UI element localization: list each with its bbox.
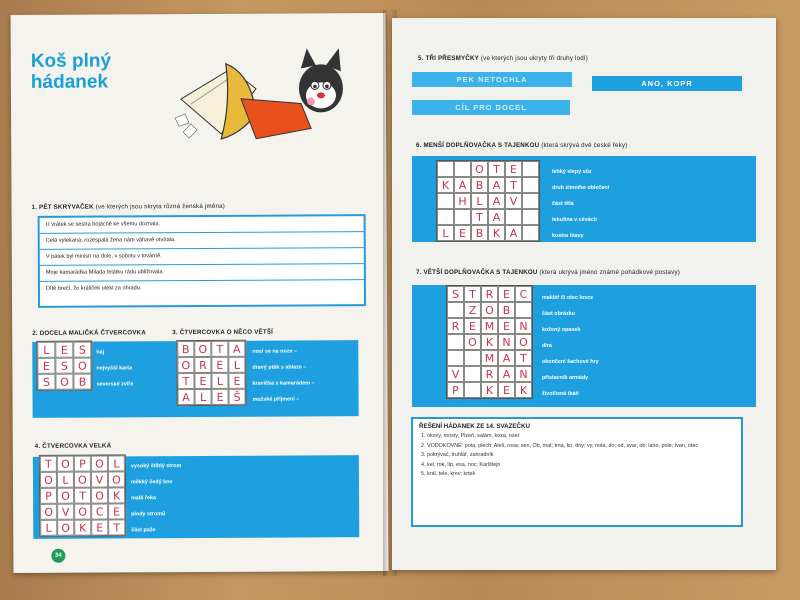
grid-cell[interactable]: V (447, 366, 464, 382)
clue: měkký šedý kov (130, 479, 173, 486)
grid-cell[interactable]: L (40, 520, 57, 536)
grid-cell[interactable] (437, 209, 454, 225)
grid-cell[interactable]: C (91, 503, 108, 519)
grid-cell[interactable]: O (471, 161, 488, 177)
title-line-1: Koš plný (30, 50, 112, 72)
grid-cell[interactable]: O (57, 520, 74, 536)
grid-cell[interactable]: O (177, 357, 194, 373)
clue: díra (542, 343, 552, 349)
grid-cell[interactable]: O (108, 471, 125, 487)
grid-cell[interactable]: V (505, 193, 522, 209)
grid-cell[interactable]: E (212, 389, 229, 405)
grid-cell[interactable]: O (464, 334, 481, 350)
solution-item: 3. pokrývač, truhlář, zahradník (421, 452, 494, 458)
grid-cell[interactable]: E (498, 286, 515, 302)
grid-cell[interactable]: A (228, 341, 245, 357)
section-6-heading: 6. MENŠÍ DOPLŇOVAČKA S TAJENKOU (která skrývá dvě české řeky) (416, 142, 628, 149)
clue: nosí se na noze – (252, 348, 297, 355)
grid-cell[interactable]: K (437, 177, 454, 193)
grid-cell[interactable] (447, 334, 464, 350)
clue: kostra hlavy (552, 233, 584, 239)
grid-cell[interactable]: Z (464, 302, 481, 318)
grid-cell[interactable]: E (498, 318, 515, 334)
grid-cell[interactable]: B (471, 177, 488, 193)
grid-cell[interactable]: E (108, 503, 125, 519)
grid-cell[interactable]: T (211, 341, 228, 357)
square-grid-small (36, 341, 92, 391)
grid-cell[interactable]: N (498, 334, 515, 350)
clue: druh zimního oblečení (552, 185, 610, 191)
riddle-line: Dítě brečí, že králíček utekl za ohradu. (45, 285, 142, 292)
clue: severské zvíře (96, 381, 134, 388)
grid-cell[interactable]: O (91, 455, 108, 471)
grid-cell[interactable]: K (108, 487, 125, 503)
clue: plody stromů (131, 511, 166, 518)
clues-2 (96, 344, 133, 392)
grid-cell[interactable]: L (108, 455, 125, 471)
grid-cell[interactable] (464, 382, 481, 398)
clues-3 (252, 343, 314, 407)
grid-cell[interactable]: E (228, 373, 245, 389)
section-7-heading: 7. VĚTŠÍ DOPLŇOVAČKA S TAJENKOU (která ukrývá jméno známé pohádkové postavy) (416, 269, 681, 276)
grid-cell[interactable]: R (447, 318, 464, 334)
grid-cell[interactable] (464, 350, 481, 366)
grid-cell[interactable]: T (40, 456, 57, 472)
clue: malá řeka (131, 495, 156, 502)
grid-cell[interactable]: P (40, 488, 57, 504)
grid-cell[interactable]: B (471, 225, 488, 241)
grid-cell[interactable]: E (55, 342, 73, 358)
grid-cell[interactable]: M (481, 350, 498, 366)
clue: makléř či otec lovce (542, 295, 594, 301)
grid-cell[interactable]: A (498, 366, 515, 382)
fill-in-grid-large (446, 285, 533, 399)
riddle-line: V pátek byl ministr na dole, v sobotu v továrně. (40, 248, 364, 266)
grid-cell[interactable]: Š (229, 389, 246, 405)
grid-cell[interactable]: O (73, 358, 91, 374)
grid-cell[interactable]: T (74, 488, 91, 504)
clue: lehký slepý vůz (552, 169, 592, 175)
riddles-box (38, 214, 366, 308)
grid-cell[interactable]: T (464, 286, 481, 302)
section-3-heading: 3. ČTVERCOVKA O NĚCO VĚTŠÍ (172, 328, 274, 337)
anagram-2: ANO, KOPR (592, 76, 742, 91)
grid-cell[interactable]: T (505, 177, 522, 193)
clue: okončení šachové hry (542, 359, 599, 365)
grid-cell[interactable] (437, 161, 454, 177)
clue: nejvyšší karta (96, 365, 133, 372)
grid-cell[interactable]: O (515, 334, 532, 350)
page-title (31, 50, 111, 92)
grid-cell[interactable]: O (40, 504, 57, 520)
solutions-box (411, 417, 743, 527)
grid-cell[interactable]: R (194, 357, 211, 373)
grid-cell[interactable] (464, 366, 481, 382)
grid-cell[interactable]: A (488, 177, 505, 193)
riddle-line: Moje kamarádka Milada telátku rádu ubližovala. (40, 264, 364, 282)
grid-cell[interactable]: K (488, 225, 505, 241)
grid-cell[interactable]: A (178, 389, 195, 405)
grid-cell[interactable]: L (195, 389, 212, 405)
grid-cell[interactable]: L (437, 225, 454, 241)
grid-cell[interactable]: T (108, 519, 125, 535)
grid-cell[interactable] (522, 193, 539, 209)
grid-cell[interactable]: O (57, 456, 74, 472)
fill-in-grid-small (436, 160, 540, 242)
grid-cell[interactable]: T (488, 161, 505, 177)
clue: část těla (552, 201, 574, 207)
grid-cell[interactable] (522, 161, 539, 177)
grid-cell[interactable]: S (37, 374, 55, 390)
section-2-heading: 2. DOCELA MALIČKÁ ČTVERCOVKA (32, 329, 146, 337)
grid-cell[interactable]: T (177, 373, 194, 389)
grid-cell[interactable]: O (194, 341, 211, 357)
grid-cell[interactable]: E (37, 358, 55, 374)
clue: kravička s kamarádem – (252, 380, 315, 387)
grid-cell[interactable]: A (505, 225, 522, 241)
grid-cell[interactable]: A (488, 193, 505, 209)
grid-cell[interactable] (437, 193, 454, 209)
section-4-heading: 4. ČTVERCOVKA VELKÁ (34, 442, 112, 450)
grid-cell[interactable]: H (454, 193, 471, 209)
clue: živočisná tkáň (542, 391, 579, 397)
clue: část paže (131, 527, 156, 534)
riddle-line: Celá vytekaná, rozespalá žena nám váhavě otvírala. (40, 232, 364, 250)
grid-cell[interactable] (522, 177, 539, 193)
anagram-1: PEK NETOCHLA (412, 72, 572, 87)
grid-cell[interactable]: K (515, 382, 532, 398)
solution-item: 5. král, tele, krev; krtek (421, 471, 476, 477)
grid-cell[interactable]: B (498, 302, 515, 318)
grid-cell[interactable]: A (488, 209, 505, 225)
grid-cell[interactable]: E (498, 382, 515, 398)
grid-cell[interactable]: P (447, 382, 464, 398)
clues-4 (131, 458, 182, 538)
grid-cell[interactable] (505, 209, 522, 225)
grid-cell[interactable]: L (37, 342, 55, 358)
solutions-title: ŘEŠENÍ HÁDANEK ZE 14. SVAZEČKU (419, 423, 530, 430)
grid-cell[interactable]: E (454, 225, 471, 241)
page-number-badge: 34 (51, 549, 65, 563)
square-grid-large (39, 454, 126, 536)
grid-cell[interactable]: O (74, 472, 91, 488)
grid-cell[interactable]: O (481, 302, 498, 318)
grid-cell[interactable] (515, 302, 532, 318)
grid-cell[interactable]: L (211, 373, 228, 389)
grid-cell[interactable]: A (498, 350, 515, 366)
square-grid-medium (176, 340, 246, 406)
grid-cell[interactable]: S (73, 342, 91, 358)
grid-cell[interactable] (522, 225, 539, 241)
grid-cell[interactable]: V (91, 471, 108, 487)
grid-cell[interactable]: M (481, 318, 498, 334)
section-5-heading: 5. TŘI PŘESMYČKY (ve kterých jsou ukryty tři druhy lodí) (418, 55, 589, 62)
grid-cell[interactable]: K (481, 382, 498, 398)
grid-cell[interactable] (454, 161, 471, 177)
grid-cell[interactable]: S (447, 286, 464, 302)
grid-cell[interactable]: N (515, 318, 532, 334)
grid-cell[interactable]: R (481, 286, 498, 302)
left-page (11, 13, 389, 573)
grid-cell[interactable]: A (454, 177, 471, 193)
grid-cell[interactable]: B (73, 374, 91, 390)
grid-cell[interactable]: L (57, 472, 74, 488)
anagram-3: CÍL PRO DOCEL (412, 100, 570, 115)
grid-cell[interactable]: L (471, 193, 488, 209)
clue: dravý pták s ablaze – (252, 364, 307, 371)
grid-cell[interactable]: E (464, 318, 481, 334)
grid-cell[interactable] (522, 209, 539, 225)
grid-cell[interactable]: E (91, 519, 108, 535)
grid-cell[interactable]: R (481, 366, 498, 382)
clue: háj (96, 349, 105, 356)
grid-cell[interactable]: P (74, 456, 91, 472)
clue: kožený opasek (542, 327, 581, 333)
grid-cell[interactable]: T (471, 209, 488, 225)
section-1-heading: 1. PĚT SKRÝVAČEK (ve kterých jsou skryta různá ženská jména) (31, 202, 226, 211)
grid-cell[interactable]: C (515, 286, 532, 302)
grid-cell[interactable] (447, 350, 464, 366)
grid-cell[interactable]: N (515, 366, 532, 382)
riddle-line: U vrátek se sestra bojácně ke všemu doznala. (40, 216, 364, 234)
clue: vysoký štíhlý strom (130, 463, 182, 470)
grid-cell[interactable]: L (228, 357, 245, 373)
solution-item: 2. VODOKOVNÉ: pota, plech; Aleš, rosa; sen, Ob, mat; tma, ko, dny; vy, nota, do; od, svar, ob; lano, pole; Ivan, otec (421, 442, 699, 449)
clue: tekutina v cévách (552, 217, 597, 223)
grid-cell[interactable] (454, 209, 471, 225)
clues-6 (552, 164, 609, 244)
grid-cell[interactable]: O (57, 488, 74, 504)
grid-cell[interactable]: V (57, 504, 74, 520)
grid-cell[interactable]: K (481, 334, 498, 350)
clue: část obrázku (542, 311, 575, 317)
cat-illustration (161, 43, 367, 154)
grid-cell[interactable]: O (74, 504, 91, 520)
grid-cell[interactable]: E (211, 357, 228, 373)
title-line-2: hádanek (30, 71, 109, 93)
solution-item: 4. kel, rok, líp, esa, noc; Karlštejn (421, 461, 501, 468)
grid-cell[interactable]: O (91, 487, 108, 503)
grid-cell[interactable]: B (177, 341, 194, 357)
clues-7 (542, 290, 599, 402)
grid-cell[interactable]: O (40, 472, 57, 488)
grid-cell[interactable] (447, 302, 464, 318)
clue: přístavník armády (542, 375, 589, 381)
grid-cell[interactable]: K (74, 520, 91, 536)
grid-cell[interactable]: O (55, 374, 73, 390)
grid-cell[interactable]: E (505, 161, 522, 177)
grid-cell[interactable]: E (194, 373, 211, 389)
clue: mužské příjmení – (252, 396, 300, 403)
grid-cell[interactable]: T (515, 350, 532, 366)
solution-item: 1. okovy, mosty, Plzeň, salám, koza, osel (421, 433, 519, 439)
grid-cell[interactable]: S (55, 358, 73, 374)
